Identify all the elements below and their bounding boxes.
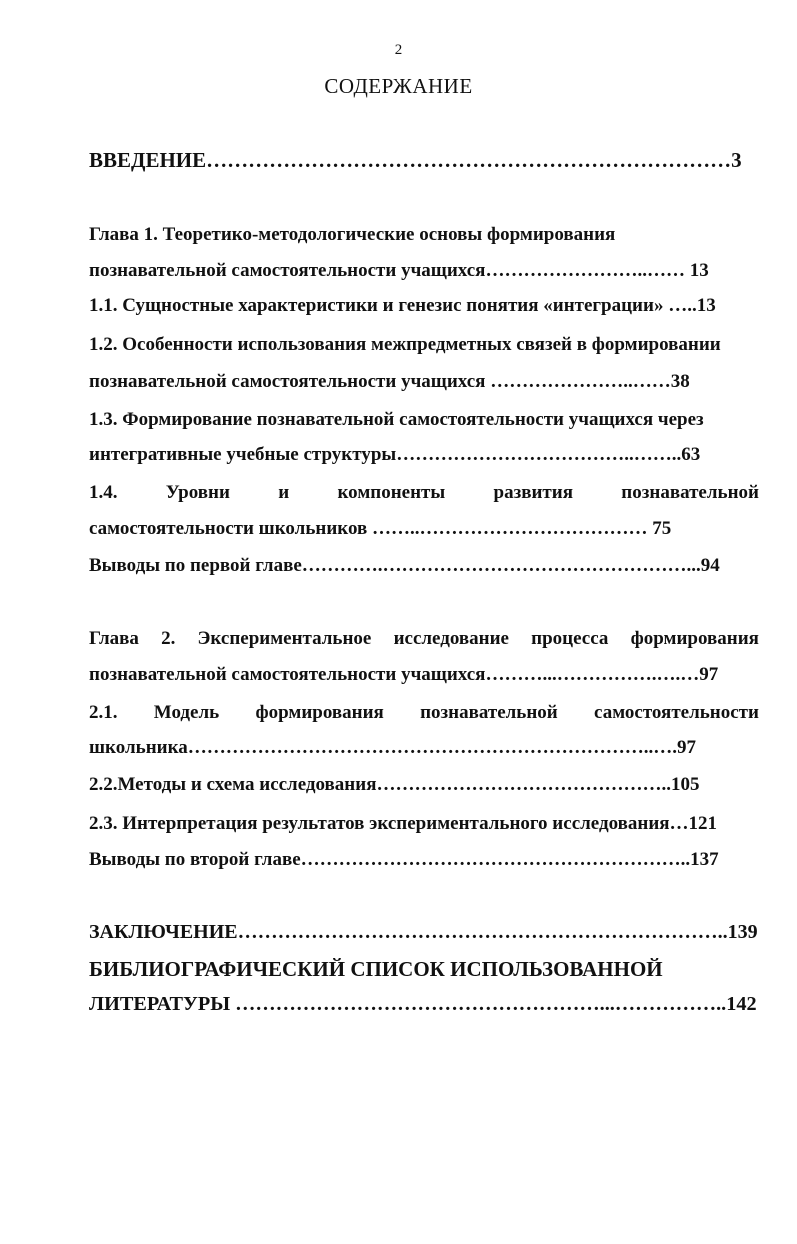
toc-word: 2.1. <box>89 702 118 723</box>
toc-section-1-4-line2[interactable]: самостоятельности школьников ……..……………………………… 75 <box>89 518 672 539</box>
toc-section-1-3-line2[interactable]: интегративные учебные структуры………………………………..……..63 <box>89 444 701 465</box>
toc-section-2-3[interactable]: 2.3. Интерпретация результатов экспериментального исследования…121 <box>89 813 718 834</box>
toc-word: Глава <box>89 628 139 649</box>
toc-intro[interactable]: ВВЕДЕНИЕ…………………………………………………………………3 <box>89 148 742 172</box>
toc-chapter2-line2[interactable]: познавательной самостоятельности учащихся………...…………….….…97 <box>89 664 719 685</box>
toc-word: формирования <box>255 702 384 723</box>
toc-word: Модель <box>153 702 220 723</box>
toc-section-2-1-line1[interactable] <box>89 699 759 727</box>
toc-word: 1.4. <box>89 482 118 503</box>
toc-chapter1-line1[interactable]: Глава 1. Теоретико-методологические основы формирования <box>89 224 616 245</box>
toc-word: познавательной <box>621 482 759 503</box>
toc-word: и <box>278 482 290 503</box>
toc-chapter2-line1[interactable] <box>89 625 759 653</box>
toc-bibliography-line1[interactable]: БИБЛИОГРАФИЧЕСКИЙ СПИСОК ИСПОЛЬЗОВАННОЙ <box>89 957 663 981</box>
toc-word: формирования <box>630 628 759 649</box>
toc-word: познавательной <box>420 702 558 723</box>
toc-section-1-1[interactable]: 1.1. Сущностные характеристики и генезис понятия «интеграции» …..13 <box>89 295 716 316</box>
toc-section-2-1-line2[interactable]: школьника………………………………………………………………..….97 <box>89 737 696 758</box>
toc-bibliography-line2[interactable]: ЛИТЕРАТУРЫ ………………………………………………...……………..142 <box>89 993 757 1015</box>
toc-conclusion-chapter2[interactable]: Выводы по второй главе……………………………………………………..137 <box>89 849 719 870</box>
toc-conclusion-chapter1[interactable]: Выводы по первой главе………….…………………………………………...94 <box>89 555 720 576</box>
toc-word: развития <box>493 482 573 503</box>
toc-word: компоненты <box>337 482 446 503</box>
toc-word: процесса <box>531 628 609 649</box>
toc-section-1-4-line1[interactable] <box>89 479 759 507</box>
page-number: 2 <box>394 42 403 58</box>
toc-section-1-2-line2[interactable]: познавательной самостоятельности учащихся …………………..……38 <box>89 371 690 392</box>
toc-conclusion[interactable]: ЗАКЛЮЧЕНИЕ………………………………………………………………..139 <box>89 921 758 943</box>
toc-word: 2. <box>161 628 176 649</box>
toc-word: исследование <box>393 628 509 649</box>
toc-word: Экспериментальное <box>197 628 372 649</box>
toc-section-1-3-line1[interactable]: 1.3. Формирование познавательной самостоятельности учащихся через <box>89 409 704 430</box>
toc-section-2-2[interactable]: 2.2.Методы и схема исследования………………………………………..105 <box>89 774 700 795</box>
page-title: СОДЕРЖАНИЕ <box>324 74 473 98</box>
toc-chapter1-line2[interactable]: познавательной самостоятельности учащихся……………………..…… 13 <box>89 260 709 281</box>
toc-word: самостоятельности <box>594 702 759 723</box>
toc-word: Уровни <box>165 482 230 503</box>
toc-section-1-2-line1[interactable]: 1.2. Особенности использования межпредметных связей в формировании <box>89 334 721 355</box>
